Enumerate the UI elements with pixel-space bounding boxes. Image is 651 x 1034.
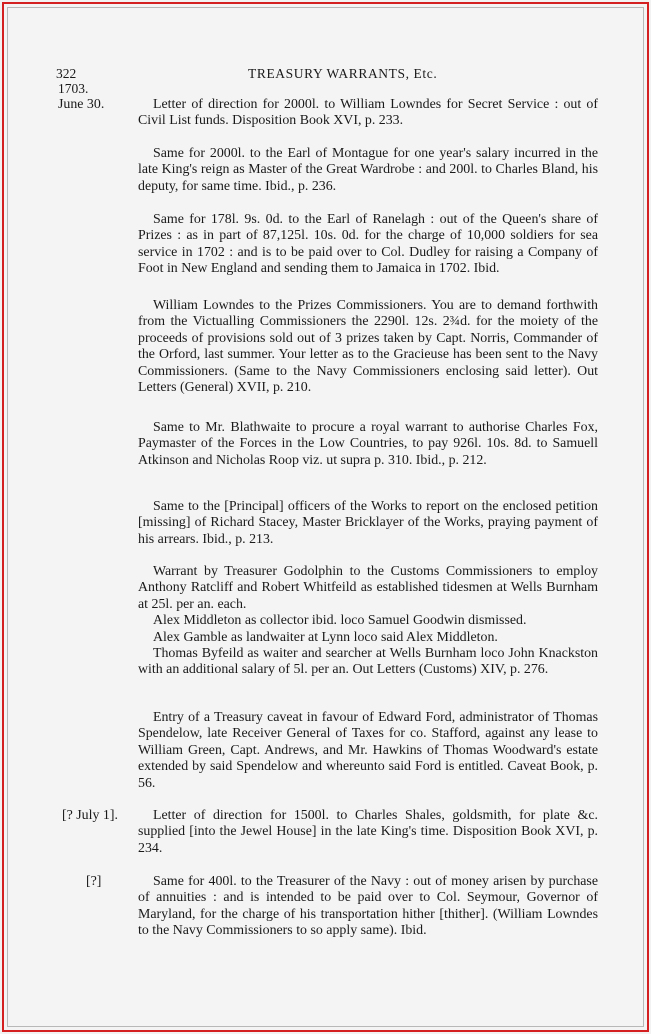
entry-7-main: Warrant by Treasurer Godolphin to the Customs Commissioners to employ Anthony Ratcliff and Robert Whitfeild as established tidesmen at Wells Burnham at 25l. per an. each.: [138, 564, 598, 612]
entry-8: Entry of a Treasury caveat in favour of Edward Ford, administrator of Thomas Spendelow, late Receiver General of Taxes for co. Stafford, against any lease to William Green, Capt. Andrews, and Mr. Hawkins of Thomas Woodward's estate extended by said Spendelow and whereunto said Ford is entitled. Caveat Book, p. 56.: [138, 710, 598, 791]
entry-7-sub-3: Thomas Byfeild as waiter and searcher at Wells Burnham loco John Knackston with an additional salary of 5l. per an. Out Letters (Customs) XIV, p. 276.: [138, 646, 598, 678]
entry-9: Letter of direction for 1500l. to Charles Shales, goldsmith, for plate &c. supplied [into the Jewel House] in the late King's time. Disposition Book XVI, p. 234.: [138, 808, 598, 856]
date-july-1: [? July 1].: [62, 808, 118, 823]
entry-7-sub-1: Alex Middleton as collector ibid. loco Samuel Goodwin dismissed.: [153, 613, 527, 629]
entry-10: Same for 400l. to the Treasurer of the Navy : out of money arisen by purchase of annuities : and is intended to be paid over to Col. Seymour, Governor of Maryland, for the charge of his transportation hither [thither]. (William Lowndes to the Navy Commissioners to so apply same). Ibid.: [138, 874, 598, 939]
entry-6: Same to the [Principal] officers of the Works to report on the enclosed petition [missing] of Richard Stacey, Master Bricklayer of the Works, praying payment of his arrears. Ibid., p. 213.: [138, 499, 598, 547]
running-head: TREASURY WARRANTS, Etc.: [248, 66, 438, 81]
date-june-30: June 30.: [58, 97, 105, 112]
page-number: 322: [56, 66, 77, 81]
entry-4: William Lowndes to the Prizes Commissioners. You are to demand forthwith from the Victualling Commissioners the 2290l. 12s. 2¾d. for the moiety of the proceeds of provisions sold out of 3 prizes taken by Capt. Norris, Commander of the Orford, last summer. Your letter as to the Gracieuse has been sent to the Navy Commissioners. (Same to the Navy Commissioners enclosing said letter). Out Letters (General) XVII, p. 210.: [138, 298, 598, 396]
entry-5: Same to Mr. Blathwaite to procure a royal warrant to authorise Charles Fox, Paymaster of the Forces in the Low Countries, to pay 926l. 10s. 8d. to Samuell Atkinson and Nicholas Roop viz. ut supra p. 310. Ibid., p. 212.: [138, 420, 598, 468]
entry-7-sub-2: Alex Gamble as landwaiter at Lynn loco said Alex Middleton.: [153, 629, 498, 645]
year-label: 1703.: [58, 81, 89, 96]
entry-2: Same for 2000l. to the Earl of Montague for one year's salary incurred in the late King's reign as Master of the Great Wardrobe : and 200l. to Charles Bland, his deputy, for same time. Ibid., p. 236.: [138, 146, 598, 194]
entry-1: Letter of direction for 2000l. to William Lowndes for Secret Service : out of Civil List funds. Disposition Book XVI, p. 233.: [138, 97, 598, 129]
entry-7: [138, 564, 598, 679]
date-unknown: [?]: [86, 874, 102, 889]
entry-3: Same for 178l. 9s. 0d. to the Earl of Ranelagh : out of the Queen's share of Prizes : as in part of 87,125l. 10s. 0d. for the charge of 10,000 soldiers for sea service in 1702 : and is to be paid over to Col. Dudley for raising a Company of Foot in New England and sending them to Jamaica in 1702. Ibid.: [138, 212, 598, 277]
